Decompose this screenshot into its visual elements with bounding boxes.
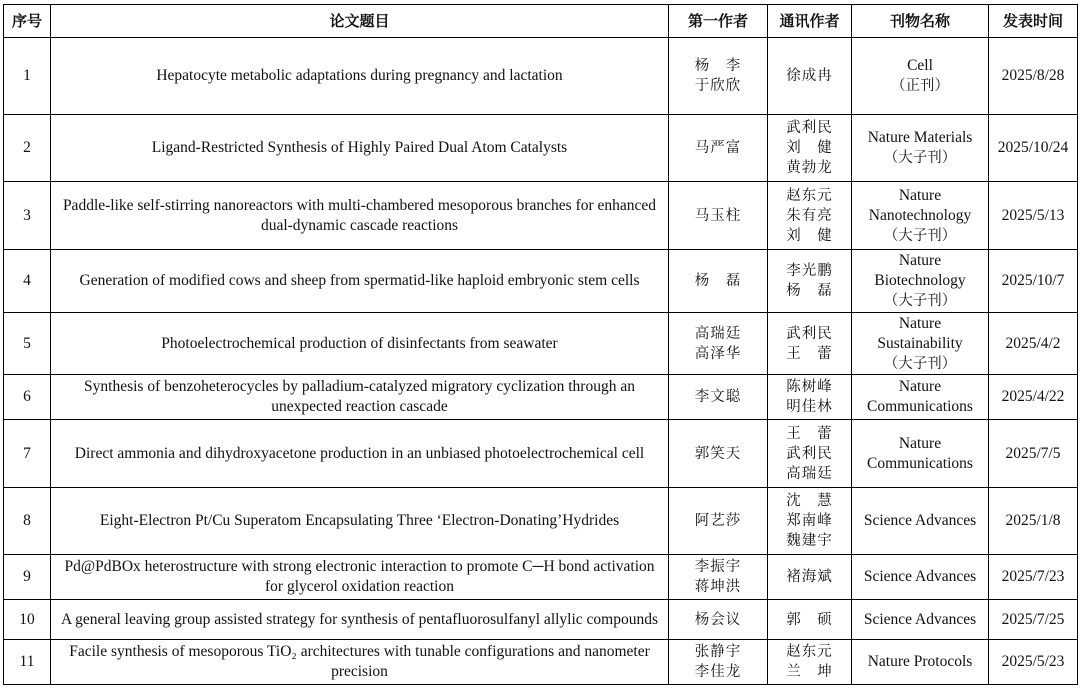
first-author-cell bbox=[669, 313, 768, 375]
journal-name-line: Nature bbox=[898, 252, 942, 269]
first-author-cell bbox=[669, 375, 768, 420]
table-row bbox=[4, 640, 1078, 685]
paper-title: Eight-Electron Pt/Cu Superatom Encapsulating Three ‘Electron-Donating’Hydrides bbox=[51, 488, 669, 555]
journal-name-line: （大子刊） bbox=[883, 150, 957, 166]
row-index: 11 bbox=[4, 640, 51, 685]
journal-cell bbox=[852, 555, 989, 600]
first-author-name: 杨会议 bbox=[694, 611, 742, 628]
row-index: 6 bbox=[4, 375, 51, 420]
journal-name-line: Nature bbox=[898, 378, 942, 395]
header-index: 序号 bbox=[4, 5, 51, 38]
corresponding-author-name: 郭 硕 bbox=[786, 611, 833, 628]
paper-title: Facile synthesis of mesoporous TiO₂ architectures with tunable configurations and nanometer precision bbox=[51, 640, 669, 685]
table-row bbox=[4, 555, 1078, 600]
corresponding-author-cell bbox=[768, 555, 852, 600]
row-index: 7 bbox=[4, 420, 51, 488]
paper-title: Direct ammonia and dihydroxyacetone production in an unbiased photoelectrochemical cell bbox=[51, 420, 669, 488]
corresponding-author-name: 刘 健 bbox=[786, 140, 833, 156]
corresponding-author-name: 徐成冉 bbox=[786, 68, 833, 84]
corresponding-author-name: 高瑞廷 bbox=[786, 465, 833, 482]
journal-cell bbox=[852, 250, 989, 313]
journal-cell bbox=[852, 640, 989, 685]
header-corresponding-author: 通讯作者 bbox=[768, 5, 852, 38]
first-author-name: 郭笑天 bbox=[694, 445, 742, 462]
journal-name-line: Science Advances bbox=[863, 610, 977, 628]
first-author-cell bbox=[669, 555, 768, 600]
publish-date: 2025/5/23 bbox=[989, 640, 1078, 685]
first-author-name: 李振宇 bbox=[694, 559, 742, 575]
first-author-name: 高泽华 bbox=[694, 345, 742, 362]
header-row bbox=[4, 5, 1078, 38]
journal-name-line: Cell bbox=[907, 57, 933, 74]
table-row bbox=[4, 375, 1078, 420]
corresponding-author-cell bbox=[768, 488, 852, 555]
first-author-name: 阿艺莎 bbox=[694, 513, 742, 529]
papers-table bbox=[3, 4, 1078, 685]
table-row bbox=[4, 313, 1078, 375]
paper-title: Hepatocyte metabolic adaptations during pregnancy and lactation bbox=[51, 38, 669, 115]
journal-cell bbox=[852, 182, 989, 250]
row-index: 5 bbox=[4, 313, 51, 375]
row-index: 2 bbox=[4, 115, 51, 182]
corresponding-author-name: 明佳林 bbox=[786, 399, 833, 415]
journal-cell bbox=[852, 600, 989, 640]
header-journal: 刊物名称 bbox=[852, 5, 989, 38]
first-author-name: 高瑞廷 bbox=[694, 325, 742, 342]
journal-cell bbox=[852, 488, 989, 555]
first-author-cell bbox=[669, 640, 768, 685]
corresponding-author-name: 黄勃龙 bbox=[786, 160, 833, 176]
table-row bbox=[4, 38, 1078, 115]
corresponding-author-name: 褚海斌 bbox=[786, 569, 833, 585]
paper-title: Synthesis of benzoheterocycles by palladium-catalyzed migratory cyclization through an unexpected reaction cascade bbox=[51, 375, 669, 420]
corresponding-author-cell bbox=[768, 375, 852, 420]
paper-title: Pd@PdBOx heterostructure with strong electronic interaction to promote C─H bond activation for glycerol oxidation reaction bbox=[51, 555, 669, 600]
publish-date: 2025/8/28 bbox=[989, 38, 1078, 115]
journal-name-line: Communications bbox=[867, 398, 973, 415]
paper-title: Paddle-like self-stirring nanoreactors with multi-chambered mesoporous branches for enhanced dual-dynamic cascade reactions bbox=[51, 182, 669, 250]
journal-cell bbox=[852, 420, 989, 488]
first-author-name: 张静宇 bbox=[694, 644, 742, 660]
table-row bbox=[4, 182, 1078, 250]
paper-title: Photoelectrochemical production of disinfectants from seawater bbox=[51, 313, 669, 375]
row-index: 1 bbox=[4, 38, 51, 115]
journal-name-line: Nature bbox=[898, 186, 942, 204]
publish-date: 2025/10/24 bbox=[989, 115, 1078, 182]
journal-name-line: Communications bbox=[867, 454, 973, 472]
first-author-name: 蒋坤洪 bbox=[694, 579, 742, 595]
row-index: 3 bbox=[4, 182, 51, 250]
journal-name-line: （大子刊） bbox=[883, 227, 957, 244]
corresponding-author-name: 郑南峰 bbox=[786, 513, 833, 529]
journal-name-line: Nanotechnology bbox=[868, 206, 972, 224]
table-row bbox=[4, 420, 1078, 488]
row-index: 4 bbox=[4, 250, 51, 313]
first-author-cell bbox=[669, 115, 768, 182]
corresponding-author-name: 朱有亮 bbox=[786, 207, 833, 224]
corresponding-author-name: 杨 磊 bbox=[786, 283, 833, 299]
first-author-cell bbox=[669, 600, 768, 640]
journal-cell bbox=[852, 313, 989, 375]
corresponding-author-name: 王 蕾 bbox=[786, 425, 833, 442]
publish-date: 2025/7/5 bbox=[989, 420, 1078, 488]
row-index: 8 bbox=[4, 488, 51, 555]
corresponding-author-cell bbox=[768, 115, 852, 182]
paper-title: Ligand-Restricted Synthesis of Highly Paired Dual Atom Catalysts bbox=[51, 115, 669, 182]
first-author-cell bbox=[669, 38, 768, 115]
corresponding-author-cell bbox=[768, 313, 852, 375]
table-row bbox=[4, 600, 1078, 640]
corresponding-author-name: 陈树峰 bbox=[786, 379, 833, 395]
corresponding-author-name: 赵东元 bbox=[786, 644, 833, 660]
paper-title: Generation of modified cows and sheep from spermatid-like haploid embryonic stem cells bbox=[51, 250, 669, 313]
first-author-name: 马玉柱 bbox=[694, 207, 742, 224]
table-row bbox=[4, 250, 1078, 313]
first-author-cell bbox=[669, 250, 768, 313]
table-row bbox=[4, 488, 1078, 555]
first-author-cell bbox=[669, 420, 768, 488]
publish-date: 2025/5/13 bbox=[989, 182, 1078, 250]
corresponding-author-name: 赵东元 bbox=[786, 187, 833, 204]
header-first-author: 第一作者 bbox=[669, 5, 768, 38]
row-index: 10 bbox=[4, 600, 51, 640]
publish-date: 2025/1/8 bbox=[989, 488, 1078, 555]
corresponding-author-cell bbox=[768, 420, 852, 488]
journal-name-line: Science Advances bbox=[863, 512, 977, 529]
corresponding-author-name: 武利民 bbox=[786, 120, 833, 136]
corresponding-author-name: 魏建宇 bbox=[786, 533, 833, 549]
journal-name-line: Nature bbox=[898, 314, 942, 332]
first-author-name: 杨 李 bbox=[694, 58, 742, 74]
header-title: 论文题目 bbox=[51, 5, 669, 38]
corresponding-author-cell bbox=[768, 250, 852, 313]
corresponding-author-name: 兰 坤 bbox=[786, 664, 833, 680]
corresponding-author-name: 武利民 bbox=[786, 325, 833, 342]
journal-cell bbox=[852, 115, 989, 182]
journal-name-line: Nature bbox=[898, 434, 942, 452]
corresponding-author-name: 沈 慧 bbox=[786, 493, 833, 509]
first-author-name: 杨 磊 bbox=[694, 273, 742, 289]
journal-cell bbox=[852, 38, 989, 115]
corresponding-author-name: 武利民 bbox=[786, 445, 833, 462]
corresponding-author-cell bbox=[768, 38, 852, 115]
publish-date: 2025/4/2 bbox=[989, 313, 1078, 375]
first-author-name: 于欣欣 bbox=[694, 78, 742, 94]
journal-name-line: Biotechnology bbox=[874, 272, 966, 289]
journal-name-line: （大子刊） bbox=[883, 293, 957, 309]
publish-date: 2025/7/23 bbox=[989, 555, 1078, 600]
first-author-name: 李佳龙 bbox=[694, 664, 742, 680]
publish-date: 2025/10/7 bbox=[989, 250, 1078, 313]
corresponding-author-name: 王 蕾 bbox=[786, 345, 833, 362]
first-author-cell bbox=[669, 488, 768, 555]
journal-name-line: Science Advances bbox=[863, 568, 977, 585]
corresponding-author-cell bbox=[768, 600, 852, 640]
journal-name-line: Nature Protocols bbox=[867, 653, 973, 670]
corresponding-author-name: 刘 健 bbox=[786, 227, 833, 244]
first-author-cell bbox=[669, 182, 768, 250]
first-author-name: 马严富 bbox=[694, 140, 742, 156]
corresponding-author-name: 李光鹏 bbox=[786, 263, 833, 279]
corresponding-author-cell bbox=[768, 182, 852, 250]
publish-date: 2025/4/22 bbox=[989, 375, 1078, 420]
journal-name-line: Nature Materials bbox=[867, 129, 973, 146]
journal-cell bbox=[852, 375, 989, 420]
table-body bbox=[4, 38, 1078, 685]
journal-name-line: Sustainability bbox=[877, 334, 963, 352]
corresponding-author-cell bbox=[768, 640, 852, 685]
row-index: 9 bbox=[4, 555, 51, 600]
paper-title: A general leaving group assisted strategy for synthesis of pentafluorosulfanyl allylic compounds bbox=[51, 600, 669, 640]
journal-name-line: （大子刊） bbox=[883, 355, 957, 372]
first-author-name: 李文聪 bbox=[694, 389, 742, 405]
journal-name-line: （正刊） bbox=[891, 78, 949, 94]
table-row bbox=[4, 115, 1078, 182]
publish-date: 2025/7/25 bbox=[989, 600, 1078, 640]
header-date: 发表时间 bbox=[989, 5, 1078, 38]
